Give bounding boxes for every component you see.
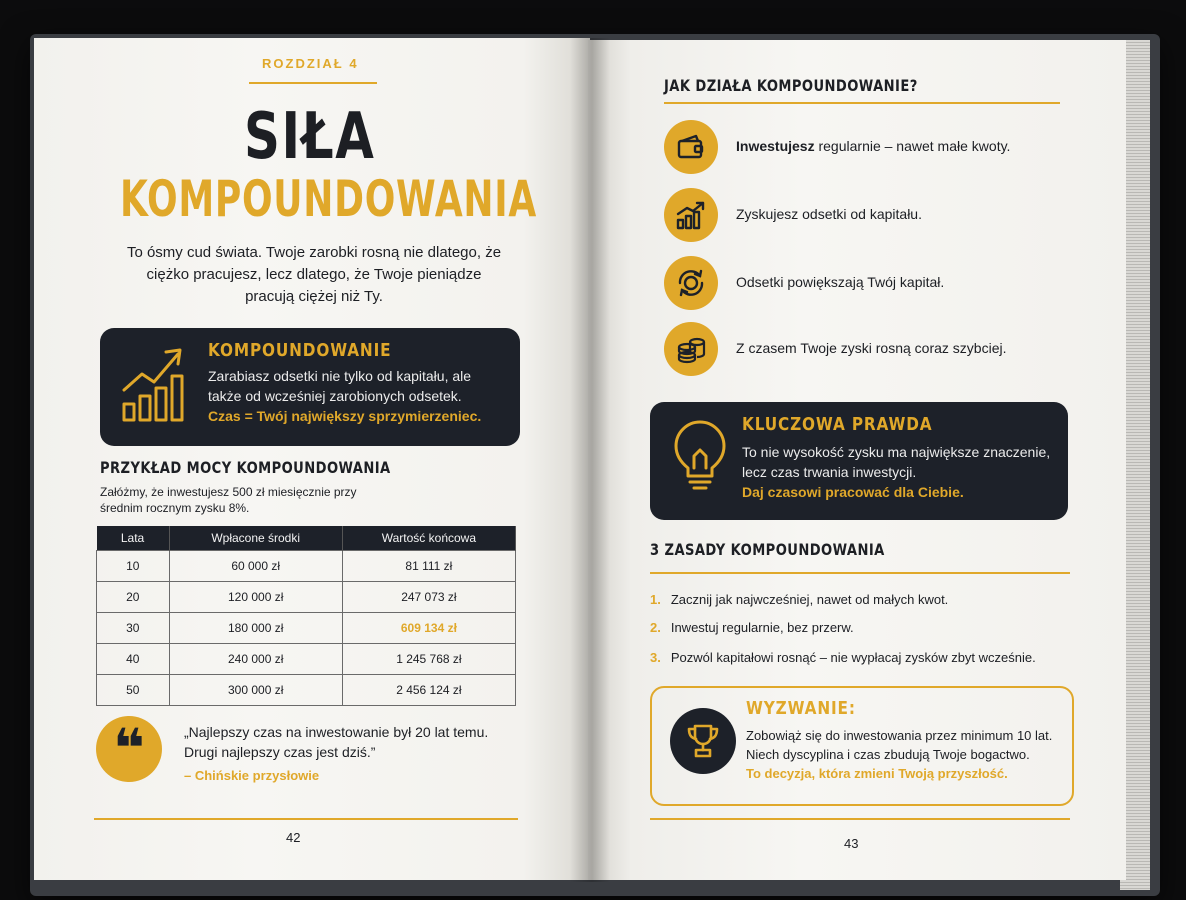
table-cell: 60 000 zł <box>169 551 342 582</box>
step-item <box>664 322 1084 378</box>
wallet-icon <box>664 120 718 174</box>
table-header-row <box>97 526 516 551</box>
left-footer-line <box>94 818 518 820</box>
key-truth-text <box>742 442 1052 502</box>
step-bold: Inwestujesz <box>736 138 815 154</box>
example-heading: PRZYKŁAD MOCY KOMPOUNDOWANIA <box>100 458 391 477</box>
quote-mark-icon <box>96 716 162 782</box>
how-it-works-underline <box>664 102 1060 104</box>
table-cell: 50 <box>97 675 170 706</box>
rules-heading: 3 ZASADY KOMPOUNDOWANIA <box>650 540 885 559</box>
table-cell: 81 111 zł <box>342 551 515 582</box>
challenge-text <box>746 726 1066 783</box>
table-header-final: Wartość końcowa <box>342 526 515 551</box>
right-footer-line <box>650 818 1070 820</box>
table-cell: 247 073 zł <box>342 582 515 613</box>
growth-chart-icon <box>120 344 190 429</box>
table-cell: 40 <box>97 644 170 675</box>
step-text: Zyskujesz odsetki od kapitału. <box>736 206 922 222</box>
compounding-box-title: KOMPOUNDOWANIE <box>208 340 392 361</box>
rules-underline <box>650 572 1070 574</box>
table-cell: 2 456 124 zł <box>342 675 515 706</box>
table-cell: 10 <box>97 551 170 582</box>
bar-chart-icon <box>664 188 718 242</box>
compounding-box-body: Zarabiasz odsetki nie tylko od kapitału, ale także od wcześniej zarobionych odsetek. <box>208 368 472 404</box>
challenge-emphasis: To decyzja, która zmieni Twoją przyszłość. <box>746 766 1008 781</box>
rule-number: 3. <box>650 650 661 665</box>
compounding-box <box>100 328 520 446</box>
quote-mark: ❝ <box>113 719 145 779</box>
chapter-underline <box>249 82 377 84</box>
rule-number: 1. <box>650 592 661 607</box>
key-truth-emphasis: Daj czasowi pracować dla Ciebie. <box>742 484 964 500</box>
table-cell: 180 000 zł <box>169 613 342 644</box>
challenge-box <box>650 686 1074 806</box>
quote-source: – Chińskie przysłowie <box>184 768 320 783</box>
table-cell: 120 000 zł <box>169 582 342 613</box>
rule-text: Pozwól kapitałowi rosnąć – nie wypłacaj zysków zbyt wcześnie. <box>670 650 1036 665</box>
left-page <box>34 38 590 880</box>
challenge-title: WYZWANIE: <box>746 698 856 719</box>
step-rest: regularnie – nawet małe kwoty. <box>814 138 1011 154</box>
step-item <box>664 188 1084 244</box>
lightbulb-icon <box>672 418 728 501</box>
table-row <box>97 644 516 675</box>
step-text: Z czasem Twoje zyski rosną coraz szybciej. <box>736 340 1007 356</box>
table-row <box>97 551 516 582</box>
title-line-1: SIŁA <box>244 100 376 174</box>
example-subtext: Załóżmy, że inwestujesz 500 zł miesięcznie przy średnim rocznym zysku 8%. <box>100 485 357 515</box>
step-text <box>736 138 1010 154</box>
rule-item <box>650 592 948 607</box>
example-table <box>96 526 516 706</box>
key-truth-title: KLUCZOWA PRAWDA <box>742 414 933 435</box>
step-text: Odsetki powiększają Twój kapitał. <box>736 274 945 290</box>
table-row <box>97 582 516 613</box>
key-truth-body: To nie wysokość zysku ma największe znaczenie, lecz czas trwania inwestycji. <box>742 444 1051 480</box>
table-cell: 30 <box>97 613 170 644</box>
table-row <box>97 613 516 644</box>
chapter-label: ROZDZIAŁ 4 <box>262 56 359 71</box>
rule-text: Zacznij jak najwcześniej, nawet od małych kwot. <box>670 592 949 607</box>
rule-text: Inwestuj regularnie, bez przerw. <box>670 620 854 635</box>
title-line-2: KOMPOUNDOWANIA <box>120 170 537 228</box>
intro-text: To ósmy cud świata. Twoje zarobki rosną nie dlatego, że ciężko pracujesz, lecz dlatego, że Twoje pieniądze pracują ciężej niż Ty. <box>126 244 502 305</box>
rule-item <box>650 650 1036 665</box>
right-page <box>588 40 1126 880</box>
table-row <box>97 675 516 706</box>
compounding-box-text <box>208 366 508 426</box>
quote-text: „Najlepszy czas na inwestowanie był 20 lat temu. Drugi najlepszy czas jest dziś.” <box>184 724 489 760</box>
table-header-deposits: Wpłacone środki <box>169 526 342 551</box>
table-cell: 20 <box>97 582 170 613</box>
table-cell-highlight: 609 134 zł <box>342 613 515 644</box>
rule-number: 2. <box>650 620 661 635</box>
left-page-number: 42 <box>286 830 301 845</box>
step-item <box>664 256 1084 312</box>
rule-item <box>650 620 854 635</box>
right-page-number: 43 <box>844 836 859 851</box>
compounding-box-emphasis: Czas = Twój największy sprzymierzeniec. <box>208 408 482 424</box>
key-truth-box <box>650 402 1068 520</box>
challenge-body: Zobowiąż się do inwestowania przez minimum 10 lat. Niech dyscyplina i czas zbudują Twoje bogactwo. <box>746 728 1053 762</box>
coins-stack-icon <box>664 322 718 376</box>
how-it-works-heading: JAK DZIAŁA KOMPOUNDOWANIE? <box>664 76 918 95</box>
step-item <box>664 120 1084 176</box>
table-cell: 240 000 zł <box>169 644 342 675</box>
table-cell: 1 245 768 zł <box>342 644 515 675</box>
table-cell: 300 000 zł <box>169 675 342 706</box>
trophy-icon <box>670 708 736 774</box>
table-header-years: Lata <box>97 526 170 551</box>
coin-cycle-icon <box>664 256 718 310</box>
